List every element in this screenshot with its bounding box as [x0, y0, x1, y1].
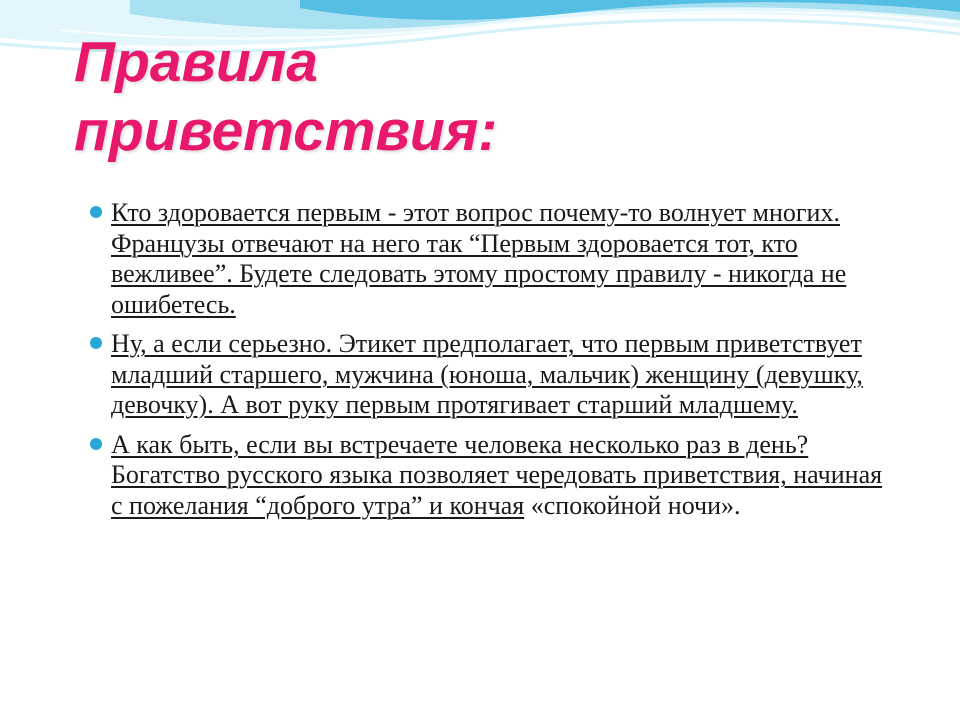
bullet-dot-icon — [90, 438, 102, 450]
slide-title — [74, 28, 497, 166]
bullet-dot-icon — [90, 206, 102, 218]
bullet-text-3-tail: «спокойной ночи». — [524, 490, 741, 520]
bullet-text-1: Кто здоровается первым - этот вопрос почему-то волнует многих. Французы отвечают на него так “Первым здоровается тот, кто вежливее”. Будете следовать этому простому правилу - никогда не ошибетесь. — [111, 198, 847, 319]
bullet-item-1 — [90, 198, 890, 320]
bullet-item-3 — [90, 430, 890, 522]
bullet-list — [90, 198, 890, 530]
title-line-2: приветствия: — [74, 99, 498, 163]
bullet-item-2 — [90, 329, 890, 421]
bullet-text-3: А как быть, если вы встречаете человека несколько раз в день? Богатство русского языка позволяет чередовать приветствия, начиная с пожелания “доброго утра” и кончая — [111, 429, 883, 520]
bullet-dot-icon — [90, 337, 102, 349]
bullet-text-2: Ну, а если серьезно. Этикет предполагает, что первым приветствует младший старшего, мужчина (юноша, мальчик) женщину (девушку, девочку). А вот руку первым протягивает старший младшему. — [111, 329, 863, 419]
title-line-1: Правила — [74, 30, 318, 94]
